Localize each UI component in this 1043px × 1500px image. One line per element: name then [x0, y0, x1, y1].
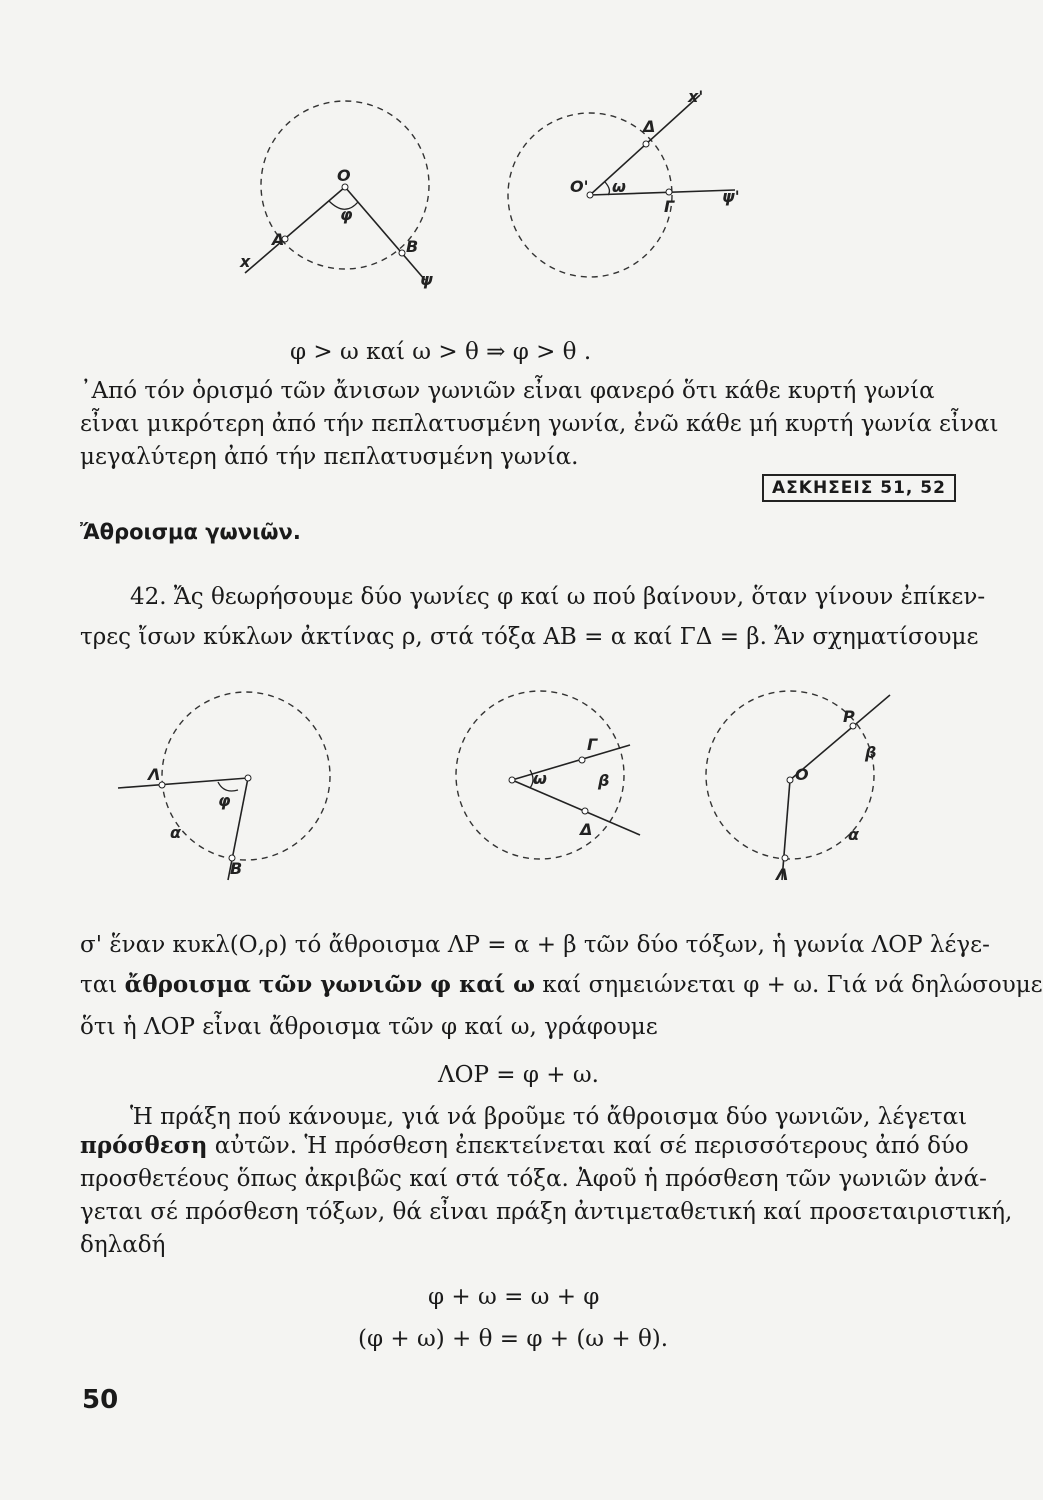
- para4-line4: γεται σέ πρόσθεση τόξων, θά εἶναι πράξη ἀντιμεταθετική καί προσεταιριστική,: [80, 1199, 1013, 1225]
- label-alpha: α: [170, 823, 181, 842]
- label-x: x: [240, 252, 251, 271]
- label-beta: β: [865, 743, 877, 762]
- label-Gamma: Γ: [587, 735, 598, 754]
- label-Delta: Δ: [643, 117, 656, 136]
- para1-line1: ᾿Από τόν ὁρισμό τῶν ἄνισων γωνιῶν εἶναι φανερό ὅτι κάθε κυρτή γωνία: [80, 378, 935, 404]
- label-Gamma: Γ: [664, 197, 675, 216]
- para4-line3: προσθετέους ὅπως ἀκριβῶς καί στά τόξα. Ἀφοῦ ἡ πρόσθεση τῶν γωνιῶν ἀνά-: [80, 1166, 987, 1192]
- figure-row-middle: [430, 690, 670, 890]
- label-B: Β: [230, 859, 243, 878]
- label-Lambda: Λ: [148, 765, 161, 784]
- formula-inequality: φ > ω καί ω > θ ⇒ φ > θ .: [290, 339, 592, 365]
- formula-associative: (φ + ω) + θ = φ + (ω + θ).: [358, 1326, 669, 1352]
- label-phi: φ: [340, 205, 353, 224]
- para3-line3: ὅτι ἡ ΛΟΡ εἶναι ἄθροισμα τῶν φ καί ω, γράφουμε: [80, 1014, 658, 1040]
- para1-line2: εἶναι μικρότερη ἀπό τήν πεπλατυσμένη γωνία, ἐνῶ κάθε μή κυρτή γωνία εἶναι: [80, 411, 999, 437]
- label-Delta: Δ: [580, 820, 593, 839]
- formula-commutative: φ + ω = ω + φ: [428, 1284, 600, 1310]
- figure-top-right: [480, 80, 770, 290]
- label-B: B: [406, 237, 419, 256]
- para3-line2: ται ἄθροισμα τῶν γωνιῶν φ καί ω καί σημειώνεται φ + ω. Γιά νά δηλώσουμε: [80, 971, 1043, 998]
- para1-line3: μεγαλύτερη ἀπό τήν πεπλατυσμένη γωνία.: [80, 444, 579, 470]
- page-number: 50: [82, 1385, 119, 1415]
- label-O-prime: O': [570, 177, 589, 196]
- para3-line1: σ' ἕναν κυκλ(Ο,ρ) τό ἄθροισμα ΛΡ = α + β τῶν δύο τόξων, ἡ γωνία ΛΟΡ λέγε-: [80, 932, 990, 958]
- figure-row-right: [700, 680, 900, 890]
- label-psi: ψ: [420, 270, 433, 289]
- label-alpha: α: [848, 825, 859, 844]
- exercises-box: ΑΣΚΗΣΕΙΣ 51, 52: [762, 474, 956, 502]
- figure-row-left: [110, 690, 350, 890]
- label-P: P: [843, 707, 855, 726]
- formula-sum: ΛΟΡ = φ + ω.: [438, 1062, 599, 1088]
- figure-top-left: [225, 95, 475, 295]
- label-x-prime: x': [688, 87, 704, 106]
- label-phi: φ: [218, 791, 231, 810]
- para4-line5: δηλαδή: [80, 1232, 166, 1258]
- para2-line1: 42. Ἄς θεωρήσουμε δύο γωνίες φ καί ω πού βαίνουν, ὅταν γίνουν ἐπίκεν-: [130, 584, 986, 610]
- label-psi-prime: ψ': [722, 187, 740, 206]
- label-O: O: [795, 765, 809, 784]
- section-heading: Ἄθροισμα γωνιῶν.: [80, 520, 301, 544]
- label-omega: ω: [533, 769, 547, 788]
- label-omega: ω: [612, 177, 626, 196]
- label-A: A: [272, 230, 285, 249]
- para4-line2: πρόσθεση αὐτῶν. Ἡ πρόσθεση ἐπεκτείνεται καί σέ περισσότερους ἀπό δύο: [80, 1132, 969, 1159]
- para4-line1: Ἡ πράξη πού κάνουμε, γιά νά βροῦμε τό ἄθροισμα δύο γωνιῶν, λέγεται: [130, 1104, 968, 1130]
- label-beta: β: [598, 771, 610, 790]
- label-Lambda: Λ: [776, 865, 789, 884]
- label-O: O: [337, 166, 351, 185]
- para2-line2: τρες ἴσων κύκλων ἀκτίνας ρ, στά τόξα ΑΒ = α καί ΓΔ = β. Ἄν σχηματίσουμε: [80, 624, 979, 650]
